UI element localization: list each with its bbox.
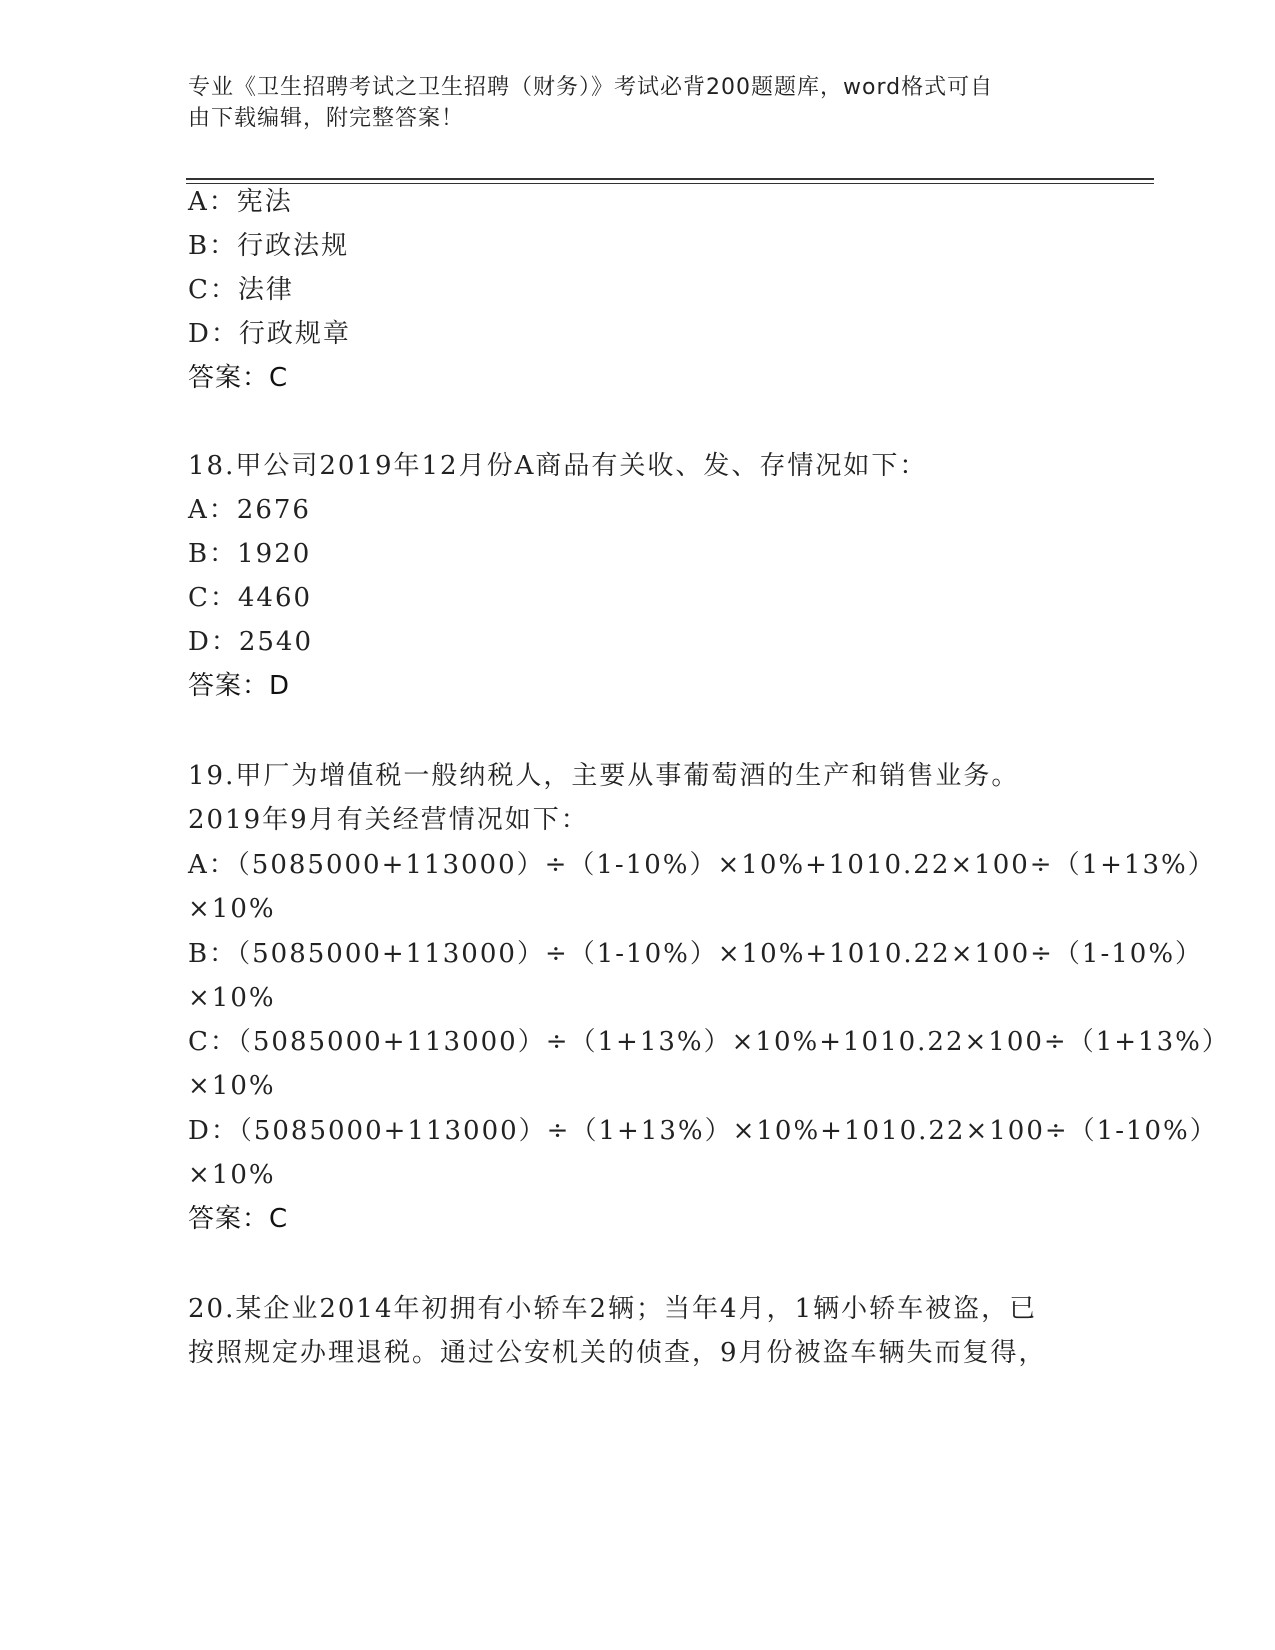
q19-question-line-2: 2019年9月有关经营情况如下： — [188, 805, 589, 835]
q19-option-c-line-2: ×10% — [188, 1071, 276, 1101]
q18-option-b: B：1920 — [188, 539, 312, 569]
q18-option-a: A：2676 — [188, 495, 311, 525]
document-header — [188, 72, 1088, 134]
q18-question: 18.甲公司2019年12月份A商品有关收、发、存情况如下： — [188, 451, 928, 481]
q17-option-d: D：行政规章 — [188, 319, 351, 349]
q19-option-a-line-2: ×10% — [188, 894, 276, 924]
header-divider — [186, 178, 1154, 180]
q17-option-b: B：行政法规 — [188, 231, 350, 261]
q19-option-a-line-1: A：（5085000+113000）÷（1-10%）×10%+1010.22×100÷（1+13%） — [188, 850, 1216, 880]
q19-answer: 答案：C — [188, 1204, 289, 1234]
header-divider-thin — [186, 183, 1154, 184]
q18-answer: 答案：D — [188, 671, 291, 701]
header-line-1: 专业《卫生招聘考试之卫生招聘（财务）》考试必背200题题库，word格式可自 — [188, 75, 994, 100]
q20-question-line-2: 按照规定办理退税。通过公安机关的侦查，9月份被盗车辆失而复得， — [188, 1338, 1047, 1368]
q19-option-d-line-1: D：（5085000+113000）÷（1+13%）×10%+1010.22×100÷（1-10%） — [188, 1116, 1218, 1146]
q19-question-line-1: 19.甲厂为增值税一般纳税人，主要从事葡萄酒的生产和销售业务。 — [188, 761, 1020, 791]
q19-option-b-line-1: B：（5085000+113000）÷（1-10%）×10%+1010.22×100÷（1-10%） — [188, 939, 1204, 969]
q17-option-a: A：宪法 — [188, 187, 293, 217]
q19-option-d-line-2: ×10% — [188, 1160, 276, 1190]
q19-option-c-line-1: C：（5085000+113000）÷（1+13%）×10%+1010.22×100÷（1+13%） — [188, 1027, 1230, 1057]
header-line-2: 由下载编辑，附完整答案！ — [188, 106, 465, 131]
q17-answer: 答案：C — [188, 363, 289, 393]
q20-question-line-1: 20.某企业2014年初拥有小轿车2辆；当年4月，1辆小轿车被盗，已 — [188, 1294, 1038, 1324]
q17-option-c: C：法律 — [188, 275, 294, 305]
q18-option-d: D：2540 — [188, 627, 314, 657]
q18-option-c: C：4460 — [188, 583, 313, 613]
q19-option-b-line-2: ×10% — [188, 983, 276, 1013]
